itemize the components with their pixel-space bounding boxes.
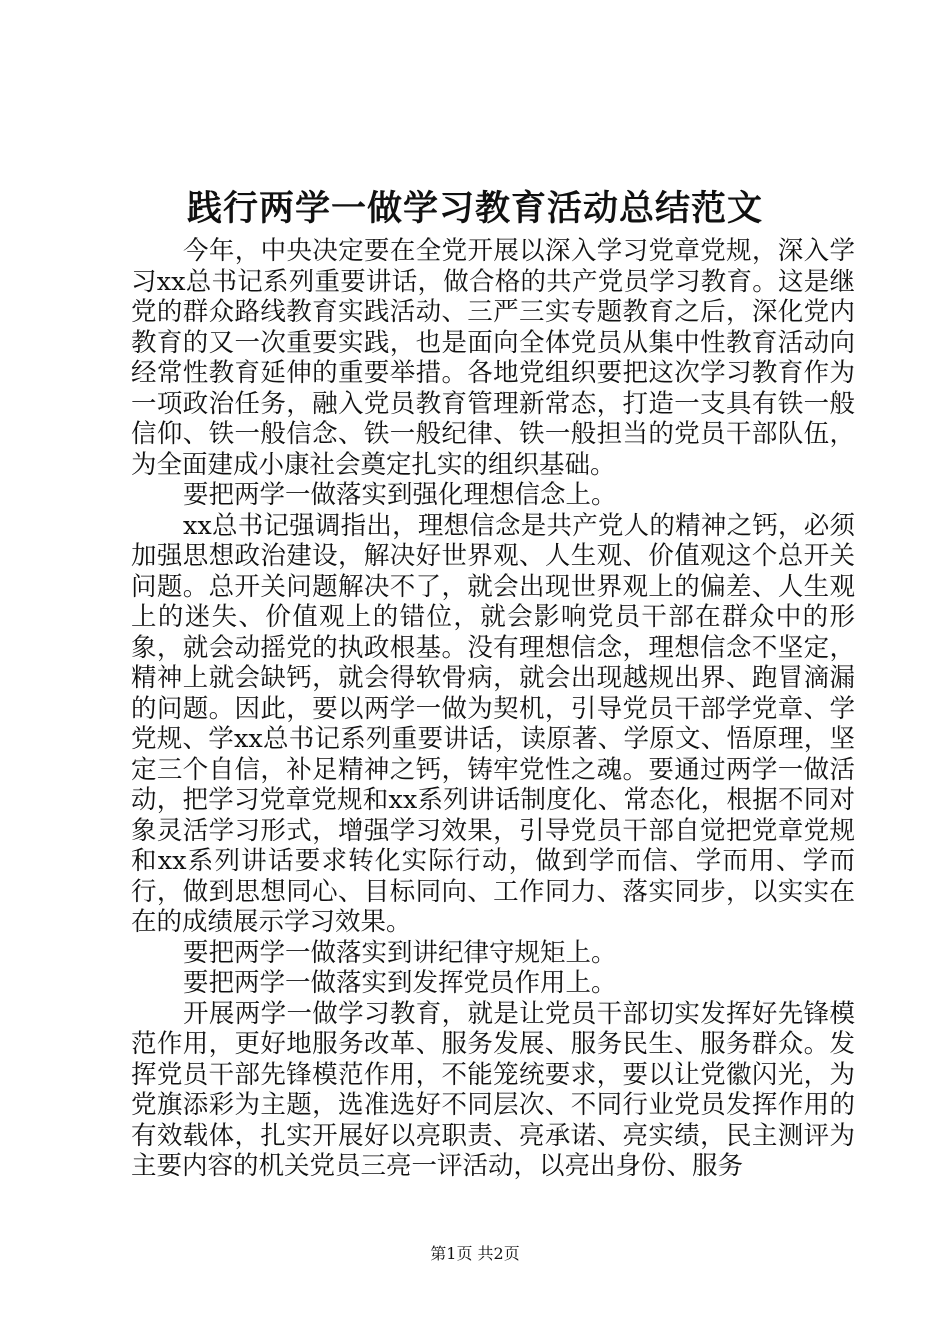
paragraph-heading-discipline: 要把两学一做落实到讲纪律守规矩上。: [183, 937, 617, 968]
paragraph-ideals: xx总书记强调指出，理想信念是共产党人的精神之钙，必须加强思想政治建设，解决好世界观、人生观、价值观这个总开关问题。总开关问题解决不了，就会出现世界观上的偏差、人生观上的迷失、价值观上的错位，就会影响党员干部在群众中的形象，就会动摇党的执政根基。没有理想信念，理想信念不坚定，精神上就会缺钙，就会得软骨病，就会出现越规出界、跑冒滴漏的问题。因此，要以两学一做为契机，引导党员干部学党章、学党规、学xx总书记系列重要讲话，读原著、学原文、悟原理，坚定三个自信，补足精神之钙，铸牢党性之魂。要通过两学一做活动，把学习党章党规和xx系列讲话制度化、常态化，根据不同对象灵活学习形式，增强学习效果，引导党员干部自觉把党章党规和xx系列讲话要求转化实际行动，做到学而信、学而用、学而行，做到思想同心、目标同向、工作同力、落实同步，以实实在在的成绩展示学习效果。: [131, 510, 855, 937]
paragraph-intro: 今年，中央决定要在全党开展以深入学习党章党规，深入学习xx总书记系列重要讲话，做合格的共产党员学习教育。这是继党的群众路线教育实践活动、三严三实专题教育之后，深化党内教育的又一次重要实践，也是面向全体党员从集中性教育活动向经常性教育延伸的重要举措。各地党组织要把这次学习教育作为一项政治任务，融入党员教育管理新常态，打造一支具有铁一般信仰、铁一般信念、铁一般纪律、铁一般担当的党员干部队伍，为全面建成小康社会奠定扎实的组织基础。: [131, 236, 855, 480]
paragraph-heading-ideals: 要把两学一做落实到强化理想信念上。: [183, 480, 617, 510]
page-footer: 第1页 共2页: [430, 1244, 520, 1263]
document-body: [131, 236, 855, 1182]
paragraph-heading-role: 要把两学一做落实到发挥党员作用上。: [183, 968, 617, 998]
paragraph-role: 开展两学一做学习教育，就是让党员干部切实发挥好先锋模范作用，更好地服务改革、服务发展、服务民生、服务群众。发挥党员干部先锋模范作用，不能笼统要求，要以让党徽闪光，为党旗添彩为主题，选准选好不同层次、不同行业党员发挥作用的有效载体，扎实开展好以亮职责、亮承诺、亮实绩，民主测评为主要内容的机关党员三亮一评活动，以亮出身份、服务: [131, 998, 855, 1181]
document-title: 践行两学一做学习教育活动总结范文: [186, 188, 763, 229]
